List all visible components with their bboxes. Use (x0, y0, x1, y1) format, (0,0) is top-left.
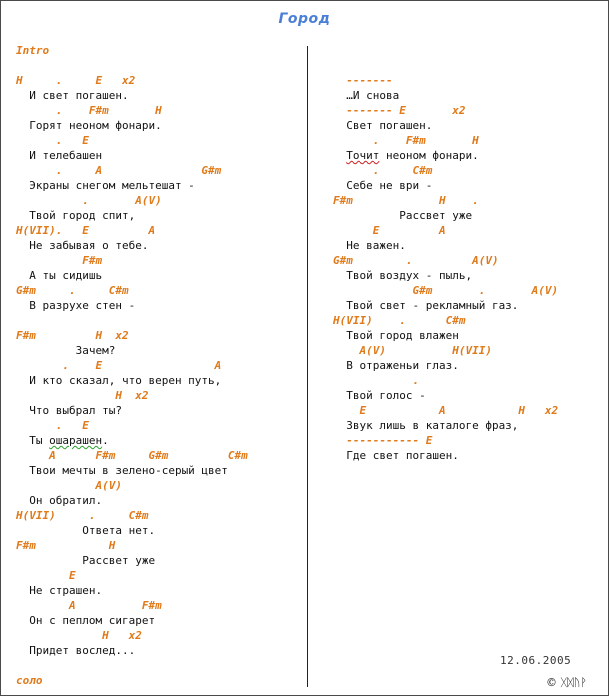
chord-line: A(V) (16, 479, 122, 492)
lyric-line: Себе не ври - (333, 179, 433, 192)
lyric-line: …И снова (333, 89, 400, 102)
lyric-line: Не важен. (333, 239, 406, 252)
blank-line (333, 43, 558, 58)
column-divider (307, 46, 308, 687)
date-stamp: 12.06.2005 (500, 654, 572, 667)
lyric-line: В отраженьи глаз. (333, 359, 459, 372)
lyric-line: Где свет погашен. (333, 449, 459, 462)
chord-line: ------- E x2 (333, 104, 466, 117)
chord-line: . E A (16, 359, 222, 372)
spellcheck-word: ошарашен (49, 434, 103, 447)
lyric-line: В разрухе стен - (16, 299, 136, 312)
chord-line: . C#m (333, 164, 433, 177)
chord-line: E A H x2 (333, 404, 559, 417)
chord-line: . E (16, 134, 89, 147)
song-title: Город (278, 11, 331, 27)
lyric-line: Горят неоном фонари. (16, 119, 162, 132)
lyric-line: Не забывая о тебе. (16, 239, 149, 252)
lyric-line: Он с пеплом сигарет (16, 614, 156, 627)
blank-line (16, 58, 248, 73)
chord-line: F#m H . (333, 194, 479, 207)
chord-line: H x2 (16, 389, 149, 402)
lyric-line: И свет погашен. (16, 89, 129, 102)
chord-line: H(VII). E A (16, 224, 156, 237)
chord-line: . A G#m (16, 164, 222, 177)
lyric-line: Твой город спит, (16, 209, 136, 222)
chord-line: соло (16, 674, 43, 687)
spellcheck-word: Точит (346, 149, 380, 162)
lyric-line: Твои мечты в зелено-серый цвет (16, 464, 228, 477)
chord-line: G#m . C#m (16, 284, 129, 297)
lyric-line: Придет вослед... (16, 644, 136, 657)
lyric-line: Звук лишь в каталоге фраз, (333, 419, 519, 432)
blank-line (16, 313, 248, 328)
lyric-line: Рассвет уже (16, 554, 156, 567)
chord-line: G#m . A(V) (333, 284, 559, 297)
blank-line (333, 58, 558, 73)
lyric-line: Экраны снегом мельтешат - (16, 179, 195, 192)
chord-line: F#m H x2 (16, 329, 129, 342)
lyric-line: Твой воздух - пыль, (333, 269, 473, 282)
lyric-line: Точит неоном фонари. (346, 149, 479, 162)
lyric-line: И телебашен (16, 149, 103, 162)
right-column (333, 43, 558, 463)
chord-line: F#m H (16, 539, 116, 552)
chord-line: F#m (16, 254, 103, 267)
left-column (16, 43, 248, 688)
lyric-line: Зачем? (16, 344, 116, 357)
chord-line: . A(V) (16, 194, 162, 207)
lyric-line: Рассвет уже (333, 209, 473, 222)
chord-line: H . E x2 (16, 74, 136, 87)
lyric-line: А ты сидишь (16, 269, 103, 282)
chord-line: ----------- E (333, 434, 433, 447)
blank-line (16, 658, 248, 673)
chord-line: H(VII) . C#m (333, 314, 466, 327)
lyric-line: И кто сказал, что верен путь, (16, 374, 222, 387)
chord-line: A(V) H(VII) (333, 344, 492, 357)
lyric-line: Он обратил. (16, 494, 103, 507)
lyric-line: Ответа нет. (16, 524, 156, 537)
chord-line: . F#m H (16, 104, 162, 117)
lyric-line: Твой город влажен (333, 329, 459, 342)
chord-line: G#m . A(V) (333, 254, 499, 267)
chord-line: H(VII) . C#m (16, 509, 149, 522)
lyric-line: Не страшен. (16, 584, 103, 597)
lyric-line: Твой свет - рекламный газ. (333, 299, 519, 312)
chord-line: A F#m (16, 599, 162, 612)
chord-line: E (16, 569, 76, 582)
chord-line: ------- (333, 74, 393, 87)
chord-line: A F#m G#m C#m (16, 449, 248, 462)
lyric-line: Ты ошарашен. (16, 434, 109, 447)
chord-line: . E (16, 419, 89, 432)
chord-line: . F#m H (333, 134, 479, 147)
chord-line: H x2 (16, 629, 142, 642)
lyric-line: Что выбрал ты? (16, 404, 122, 417)
chord-line: . (333, 374, 420, 387)
chord-line: E A (333, 224, 446, 237)
lyric-line: Свет погашен. (333, 119, 433, 132)
chord-line: Intro (16, 44, 50, 57)
signature: © ᚷᛞᚢᚹ (546, 676, 587, 689)
lyric-line: Твой голос - (333, 389, 426, 402)
